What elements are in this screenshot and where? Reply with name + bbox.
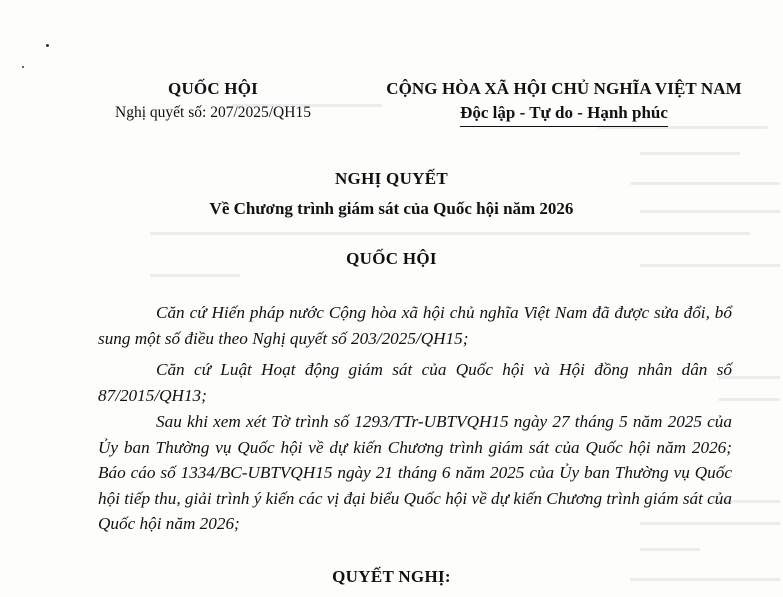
issuing-body-block (88, 78, 338, 124)
issuer-heading: QUỐC HỘI (346, 249, 437, 268)
decision-heading: QUYẾT NGHỊ: (332, 567, 451, 586)
country-name: CỘNG HÒA XÃ HỘI CHỦ NGHĨA VIỆT NAM (386, 79, 742, 98)
document-subject: Về Chương trình giám sát của Quốc hội năm 2026 (209, 199, 574, 218)
national-title-block (378, 78, 750, 127)
bleed-through-mark (150, 232, 750, 235)
document-type-heading: NGHỊ QUYẾT (334, 169, 449, 188)
national-motto: Độc lập - Tự do - Hạnh phúc (460, 102, 668, 127)
bleed-through-mark (150, 274, 240, 277)
legal-basis-paragraph: Căn cứ Hiến pháp nước Cộng hòa xã hội chủ nghĩa Việt Nam đã được sửa đổi, bổ sung một số điều theo Nghị quyết số 203/2025/QH15; (98, 303, 732, 348)
legal-basis-paragraph: Sau khi xem xét Tờ trình số 1293/TTr-UBTVQH15 ngày 27 tháng 5 năm 2025 của Ủy ban Thường vụ Quốc hội về dự kiến Chương trình giám sát của Quốc hội năm 2026; Báo cáo số 1334/BC-UBTVQH15 ngày 21 tháng 6 năm 2025 của Ủy ban Thường vụ Quốc hội tiếp thu, giải trình ý kiến các vị đại biểu Quốc hội về dự kiến Chương trình giám sát của Quốc hội năm 2026; (98, 412, 732, 533)
bleed-through-mark (640, 548, 700, 551)
scan-speck (46, 44, 49, 47)
legal-basis-paragraph: Căn cứ Luật Hoạt động giám sát của Quốc hội và Hội đồng nhân dân số 87/2015/QH13; (98, 360, 732, 405)
scan-speck (22, 66, 24, 68)
bleed-through-mark (640, 152, 740, 155)
document-number: Nghị quyết số: 207/2025/QH15 (115, 104, 311, 121)
issuing-body-name: QUỐC HỘI (168, 79, 258, 98)
